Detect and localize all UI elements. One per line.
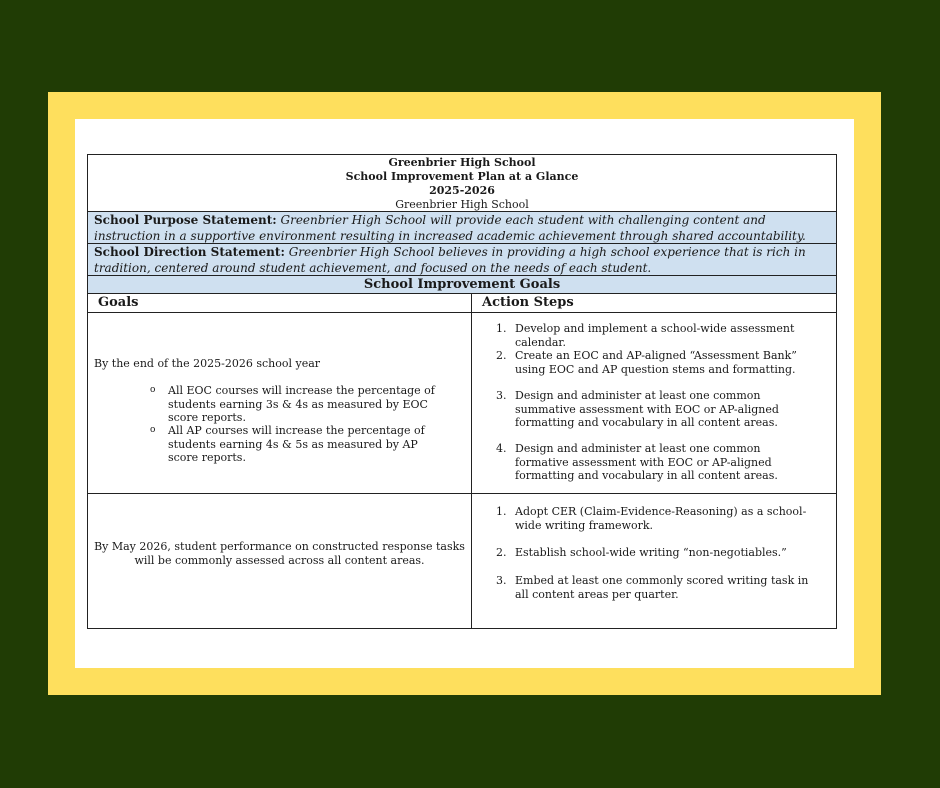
action-steps-cell <box>472 494 836 628</box>
direction-text: Greenbrier High School believes in providing a high school experience that is rich in tradition, centered around student achievement, and focused on the needs of each student. <box>94 245 806 275</box>
goal-bullet <box>150 384 450 425</box>
document-header <box>88 155 836 212</box>
goal-row <box>88 494 836 628</box>
direction-statement <box>88 244 836 276</box>
action-step <box>496 505 816 532</box>
improvement-plan-table <box>87 154 837 629</box>
goal-bullet-text: All AP courses will increase the percentage of students earning 4s & 5s as measured by AP score reports. <box>168 424 425 464</box>
step-text: Embed at least one commonly scored writing task in all content areas per quarter. <box>515 574 809 601</box>
goals-section-title: School Improvement Goals <box>88 276 836 294</box>
action-step <box>496 349 816 376</box>
school-year: 2025-2026 <box>429 184 495 197</box>
action-step <box>496 442 816 483</box>
header-subtitle: Greenbrier High School <box>395 198 529 211</box>
purpose-text: Greenbrier High School will provide each student with challenging content and instruction in a supportive environment resulting in increased academic achievement through shared accountability. <box>94 213 806 243</box>
step-number: 1. <box>496 505 507 518</box>
step-number: 2. <box>496 546 507 559</box>
goal-bullet-text: All EOC courses will increase the percentage of students earning 3s & 4s as measured by EOC score reports. <box>168 384 435 424</box>
step-number: 3. <box>496 574 507 587</box>
goal-cell <box>88 313 472 493</box>
step-number: 4. <box>496 442 507 455</box>
step-text: Design and administer at least one common summative assessment with EOC or AP-aligned formatting and vocabulary in all content areas. <box>515 389 779 429</box>
action-steps-cell <box>472 313 836 493</box>
goals-header: Goals <box>88 294 472 312</box>
step-text: Design and administer at least one common formative assessment with EOC or AP-aligned formatting and vocabulary in all content areas. <box>515 442 778 482</box>
direction-label: School Direction Statement: <box>94 245 285 259</box>
goal-bullet <box>150 424 450 465</box>
step-number: 1. <box>496 322 507 335</box>
step-number: 2. <box>496 349 507 362</box>
step-text: Adopt CER (Claim-Evidence-Reasoning) as a school-wide writing framework. <box>515 505 807 532</box>
action-step <box>496 322 816 349</box>
step-text: Establish school-wide writing “non-negotiables.” <box>515 546 787 559</box>
action-steps-header: Action Steps <box>482 295 574 310</box>
goal-row <box>88 313 836 494</box>
purpose-label: School Purpose Statement: <box>94 213 277 227</box>
step-text: Create an EOC and AP-aligned “Assessment Bank” using EOC and AP question stems and formatting. <box>515 349 797 376</box>
step-text: Develop and implement a school-wide assessment calendar. <box>515 322 795 349</box>
purpose-statement <box>88 212 836 244</box>
goal-intro: By the end of the 2025-2026 school year <box>94 357 321 370</box>
step-number: 3. <box>496 389 507 402</box>
school-name: Greenbrier High School <box>388 156 536 169</box>
bullet-marker: o <box>150 385 156 395</box>
goal-text: By May 2026, student performance on constructed response tasks will be commonly assessed across all content areas. <box>94 540 465 567</box>
bullet-marker: o <box>150 425 156 435</box>
column-headers <box>88 294 836 313</box>
action-step <box>496 546 816 560</box>
plan-title: School Improvement Plan at a Glance <box>345 170 579 183</box>
action-step <box>496 389 816 430</box>
goal-cell <box>88 494 472 628</box>
action-step <box>496 574 816 601</box>
